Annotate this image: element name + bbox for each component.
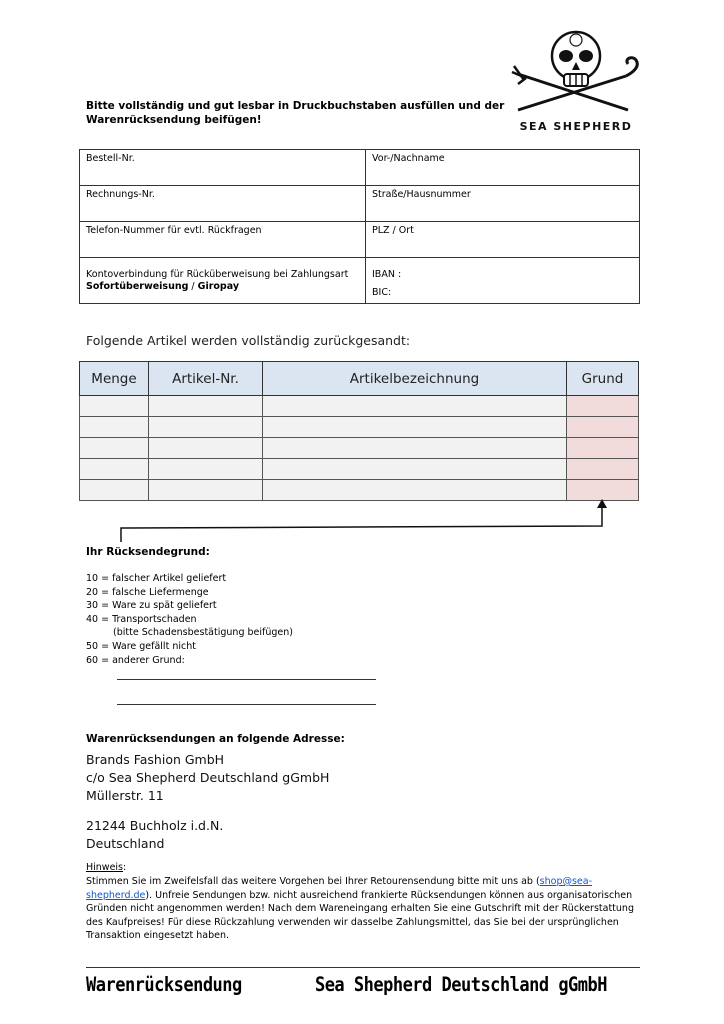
reasons-list xyxy=(86,572,293,667)
invoice-number-field[interactable]: Rechnungs-Nr. xyxy=(80,186,366,222)
bank-label xyxy=(80,258,366,304)
iban-label: IBAN : xyxy=(372,269,402,280)
qty-cell[interactable] xyxy=(80,459,149,480)
zip-city-field[interactable]: PLZ / Ort xyxy=(366,222,640,258)
description-cell[interactable] xyxy=(263,417,567,438)
qty-cell[interactable] xyxy=(80,417,149,438)
note-title-colon: : xyxy=(123,862,127,873)
articles-table xyxy=(79,361,639,501)
article-no-cell[interactable] xyxy=(149,438,263,459)
article-no-cell[interactable] xyxy=(149,396,263,417)
payment-method-sofort: Sofortüberweisung xyxy=(86,281,189,292)
payment-separator: / xyxy=(188,281,198,292)
articles-intro: Folgende Artikel werden vollständig zurückgesandt: xyxy=(86,333,411,348)
reason-item: 60 = anderer Grund: xyxy=(86,654,185,666)
reason-item: 20 = falsche Liefermenge xyxy=(86,586,209,598)
payment-method-giropay: Giropay xyxy=(197,281,240,292)
email-link[interactable]: shop@sea-shepherd.de xyxy=(86,876,593,901)
article-no-cell[interactable] xyxy=(149,417,263,438)
header-menge: Menge xyxy=(80,362,149,396)
reason-cell[interactable] xyxy=(567,438,639,459)
table-row xyxy=(80,222,640,258)
note-text-before: Stimmen Sie im Zweifelsfall das weitere Vorgehen bei Ihrer Retourensendung bitte mit uns ab ( xyxy=(86,876,540,887)
bank-label-text: Kontoverbindung für Rücküberweisung bei Zahlungsart xyxy=(86,269,349,280)
address-line: c/o Sea Shepherd Deutschland gGmbH xyxy=(86,770,330,785)
note-title xyxy=(86,862,126,873)
other-reason-line[interactable] xyxy=(117,704,376,705)
return-address xyxy=(86,751,329,853)
bank-details-field[interactable] xyxy=(366,258,640,304)
note-text xyxy=(86,875,642,943)
intro-instruction: Bitte vollständig und gut lesbar in Druckbuchstaben ausfüllen und der Warenrücksendung beifügen! xyxy=(86,100,505,126)
reason-item: 30 = Ware zu spät geliefert xyxy=(86,600,217,612)
table-row xyxy=(80,186,640,222)
footer-divider xyxy=(86,967,640,968)
street-field[interactable]: Straße/Hausnummer xyxy=(366,186,640,222)
reason-note: (bitte Schadensbestätigung beifügen) xyxy=(113,627,293,639)
description-cell[interactable] xyxy=(263,459,567,480)
header-artikel-nr: Artikel-Nr. xyxy=(149,362,263,396)
address-line: 21244 Buchholz i.d.N. xyxy=(86,818,224,833)
note-text-after: ). Unfreie Sendungen bzw. nicht ausreichend frankierte Rücksendungen können aus organisatorischen Gründen nicht angenommen werden! Nach dem Wareneingang erhalten Sie eine Gutschrift mit der Rückerstattung des Kaufpreises! Für diese Rückzahlung verwenden wir dasselbe Zahlungsmittel, das Sie bei der ursprünglichen Transaktion eingesetzt haben. xyxy=(86,889,634,942)
bic-label: BIC: xyxy=(372,287,392,298)
header-grund: Grund xyxy=(567,362,639,396)
order-number-field[interactable]: Bestell-Nr. xyxy=(80,150,366,186)
reasons-title: Ihr Rücksendegrund: xyxy=(86,546,210,558)
table-row xyxy=(80,396,639,417)
other-reason-line[interactable] xyxy=(117,679,376,680)
qty-cell[interactable] xyxy=(80,438,149,459)
qty-cell[interactable] xyxy=(80,396,149,417)
reason-cell[interactable] xyxy=(567,459,639,480)
name-field[interactable]: Vor-/Nachname xyxy=(366,150,640,186)
table-row xyxy=(80,459,639,480)
reason-arrow xyxy=(110,498,630,548)
table-row xyxy=(80,150,640,186)
address-line: Müllerstr. 11 xyxy=(86,788,164,803)
reason-item: 40 = Transportschaden xyxy=(86,613,197,625)
article-no-cell[interactable] xyxy=(149,459,263,480)
table-header-row xyxy=(80,362,639,396)
table-row xyxy=(80,417,639,438)
reason-item: 10 = falscher Artikel geliefert xyxy=(86,573,227,584)
customer-info-table xyxy=(79,149,640,304)
table-row xyxy=(80,438,639,459)
footer-title: Warenrücksendung xyxy=(86,973,242,997)
reason-cell[interactable] xyxy=(567,396,639,417)
logo-text: SEA SHEPHERD xyxy=(519,120,633,133)
reason-item: 50 = Ware gefällt nicht xyxy=(86,640,196,652)
description-cell[interactable] xyxy=(263,438,567,459)
phone-field[interactable]: Telefon-Nummer für evtl. Rückfragen xyxy=(80,222,366,258)
reason-cell[interactable] xyxy=(567,417,639,438)
address-line: Deutschland xyxy=(86,836,165,851)
table-row xyxy=(80,258,640,304)
note-title-text: Hinweis xyxy=(86,862,124,873)
description-cell[interactable] xyxy=(263,396,567,417)
address-line: Brands Fashion GmbH xyxy=(86,752,225,767)
address-title: Warenrücksendungen an folgende Adresse: xyxy=(86,733,345,745)
footer-organization: Sea Shepherd Deutschland gGmbH xyxy=(314,973,607,997)
header-artikelbezeichnung: Artikelbezeichnung xyxy=(263,362,567,396)
